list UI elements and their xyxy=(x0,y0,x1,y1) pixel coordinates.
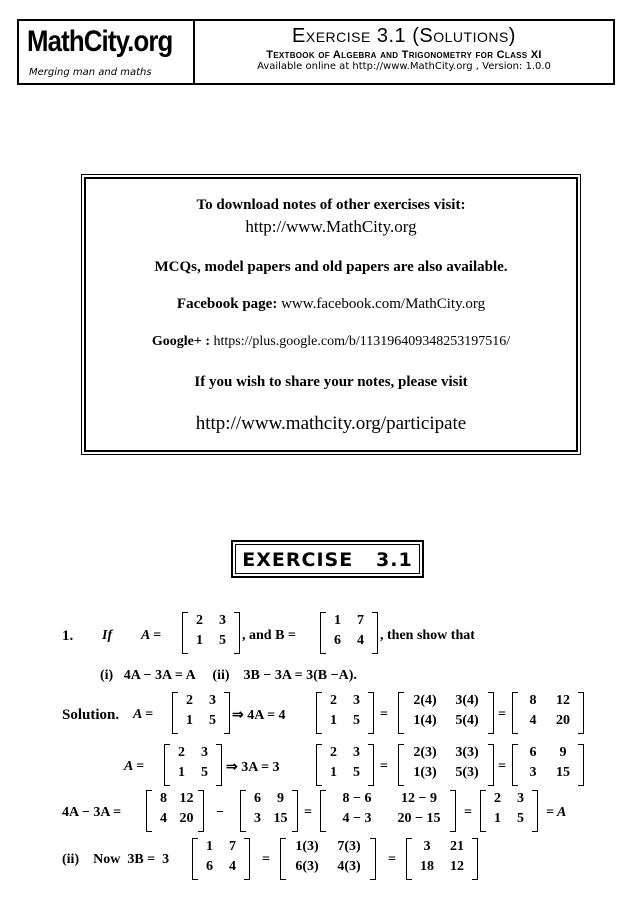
row1-matrix-c xyxy=(398,692,494,734)
matrix-cell: 1 xyxy=(334,613,341,628)
tagline: Merging man and maths xyxy=(29,67,152,78)
question-number: 1. xyxy=(62,628,74,644)
matrix-cell: 5(3) xyxy=(455,765,479,780)
matrix-cell: 12 − 9 xyxy=(401,791,437,806)
page-title: Exercise 3.1 (Solutions) xyxy=(292,25,516,47)
matrix-cell: 6(3) xyxy=(295,859,319,874)
row4-matrix-b xyxy=(280,838,376,880)
row2-eq1: = xyxy=(380,759,388,774)
row1-lhs: A = xyxy=(133,707,154,722)
matrix-right-bracket xyxy=(368,692,374,734)
matrix-cell: 7 xyxy=(357,613,364,628)
matrix-cell: 12 xyxy=(179,791,194,806)
logo-block xyxy=(19,21,195,83)
row2-matrix-a xyxy=(164,744,222,786)
facebook-link[interactable]: www.facebook.com/MathCity.org xyxy=(277,296,486,312)
exercise-heading: EXERCISE 3.1 xyxy=(235,544,420,574)
row4-matrix-c xyxy=(406,838,478,880)
matrix-right-bracket xyxy=(216,744,222,786)
matrix-cell: 3 xyxy=(254,811,261,826)
matrix-cell: 4 − 3 xyxy=(342,811,372,826)
google-label: Google+ : xyxy=(151,334,211,349)
row2-implies: ⇒ 3A = 3 xyxy=(226,760,280,775)
info-box-inner xyxy=(84,177,578,452)
row3-matrix-b xyxy=(240,790,298,832)
matrix-cell: 3 xyxy=(219,613,226,628)
matrix-cell: 5 xyxy=(353,713,360,728)
matrix-cell: 1 xyxy=(196,633,203,648)
matrix-cell: 2 xyxy=(494,791,501,806)
matrix-right-bracket xyxy=(578,692,584,734)
matrix-b xyxy=(320,612,378,654)
row2-lhs: A = xyxy=(124,759,145,774)
matrix-cell: 1 xyxy=(178,765,185,780)
matrix-cell: 9 xyxy=(277,791,284,806)
matrix-a xyxy=(182,612,240,654)
matrix-right-bracket xyxy=(372,612,378,654)
question-and-b: , and B = xyxy=(242,628,296,643)
matrix-cell: 5 xyxy=(517,811,524,826)
row1-eq1: = xyxy=(380,707,388,722)
matrix-cell: 1 xyxy=(330,765,337,780)
matrix-cell: 2 xyxy=(178,745,185,760)
matrix-right-bracket xyxy=(532,790,538,832)
matrix-right-bracket xyxy=(368,744,374,786)
matrix-right-bracket xyxy=(244,838,250,880)
matrix-cell: 5 xyxy=(209,713,216,728)
site-logo[interactable]: MathCity.org xyxy=(27,25,173,58)
matrix-cell: 3 xyxy=(423,839,431,854)
matrix-cell: 8 xyxy=(160,791,167,806)
matrix-cell: 3 xyxy=(353,745,360,760)
matrix-cell: 18 xyxy=(420,859,434,874)
matrix-cell: 7 xyxy=(229,839,236,854)
matrix-cell: 5 xyxy=(353,765,360,780)
page-header xyxy=(17,19,615,85)
matrix-cell: 2(3) xyxy=(413,745,437,760)
matrix-cell: 2(4) xyxy=(413,693,437,708)
matrix-cell: 20 − 15 xyxy=(397,811,441,826)
question-then: , then show that xyxy=(380,628,475,643)
row1-implies: ⇒ 4A = 4 xyxy=(232,708,286,723)
google-line xyxy=(86,334,576,350)
matrix-cell: 1(3) xyxy=(295,839,319,854)
matrix-cell: 1 xyxy=(330,713,337,728)
question-if: If xyxy=(102,628,113,643)
matrix-cell: 2 xyxy=(186,693,193,708)
matrix-cell: 20 xyxy=(556,713,570,728)
participate-link[interactable]: http://www.mathcity.org/participate xyxy=(195,413,467,434)
matrix-right-bracket xyxy=(292,790,298,832)
title-block xyxy=(195,21,613,83)
matrix-right-bracket xyxy=(198,790,204,832)
matrix-cell: 15 xyxy=(273,811,288,826)
matrix-right-bracket xyxy=(488,692,494,734)
matrix-cell: 6 xyxy=(529,745,537,760)
matrix-cell: 21 xyxy=(450,839,464,854)
matrix-cell: 8 xyxy=(529,693,537,708)
row3-matrix-d xyxy=(480,790,538,832)
matrix-cell: 4 xyxy=(160,811,167,826)
question-parts: (i) 4A − 3A = A (ii) 3B − 3A = 3(B −A). xyxy=(100,668,357,683)
matrix-cell: 8 − 6 xyxy=(342,791,372,806)
question-a-eq: A = xyxy=(141,628,162,643)
mcq-notice: MCQs, model papers and old papers are also available. xyxy=(154,259,508,275)
matrix-cell: 4 xyxy=(529,713,537,728)
mathcity-link[interactable]: http://www.MathCity.org xyxy=(245,217,417,236)
info-box xyxy=(81,174,581,455)
matrix-cell: 3 xyxy=(529,765,537,780)
matrix-cell: 4 xyxy=(229,859,236,874)
row2-eq2: = xyxy=(498,759,506,774)
matrix-cell: 3 xyxy=(209,693,216,708)
matrix-right-bracket xyxy=(488,744,494,786)
row2-matrix-c xyxy=(398,744,494,786)
row3-matrix-a xyxy=(146,790,204,832)
matrix-cell: 4 xyxy=(357,633,364,648)
download-notice: To download notes of other exercises visit: xyxy=(196,197,466,213)
matrix-cell: 12 xyxy=(450,859,464,874)
matrix-cell: 2 xyxy=(196,613,203,628)
row2-matrix-b xyxy=(316,744,374,786)
matrix-cell: 3(3) xyxy=(455,745,479,760)
matrix-cell: 1(4) xyxy=(413,713,437,728)
row4-eq1: = xyxy=(262,852,270,867)
facebook-label: Facebook page: xyxy=(176,296,278,312)
matrix-cell: 2 xyxy=(330,745,337,760)
matrix-cell: 1 xyxy=(186,713,193,728)
matrix-cell: 6 xyxy=(206,859,213,874)
share-notice: If you wish to share your notes, please visit xyxy=(194,374,468,390)
row1-matrix-d xyxy=(512,692,584,734)
facebook-line xyxy=(86,296,576,313)
google-link[interactable]: https://plus.google.com/b/113196409348253197516/ xyxy=(210,334,511,349)
row4-matrix-a xyxy=(192,838,250,880)
matrix-cell: 6 xyxy=(334,633,341,648)
row1-eq2: = xyxy=(498,707,506,722)
matrix-cell: 12 xyxy=(556,693,570,708)
row3-end: = A xyxy=(546,805,567,820)
matrix-right-bracket xyxy=(450,790,456,832)
solution-label: Solution. xyxy=(62,707,120,723)
matrix-cell: 3(4) xyxy=(455,693,479,708)
matrix-cell: 20 xyxy=(179,811,194,826)
row3-lhs: 4A − 3A = xyxy=(62,805,122,820)
availability-note: Available online at http://www.MathCity.org , Version: 1.0.0 xyxy=(257,61,551,72)
matrix-cell: 15 xyxy=(556,765,570,780)
matrix-cell: 1 xyxy=(206,839,213,854)
row4-eq2: = xyxy=(388,852,396,867)
matrix-cell: 1 xyxy=(494,811,501,826)
row1-matrix-a xyxy=(172,692,230,734)
row3-minus: − xyxy=(216,805,224,820)
matrix-cell: 5(4) xyxy=(455,713,479,728)
matrix-right-bracket xyxy=(472,838,478,880)
matrix-right-bracket xyxy=(224,692,230,734)
matrix-cell: 5 xyxy=(219,633,226,648)
matrix-cell: 1(3) xyxy=(413,765,437,780)
row1-matrix-b xyxy=(316,692,374,734)
matrix-cell: 3 xyxy=(353,693,360,708)
book-title: Textbook of Algebra and Trigonometry for Class XI xyxy=(266,49,542,61)
row4-lhs: (ii) Now 3B = 3 xyxy=(62,852,170,867)
row3-eq2: = xyxy=(464,805,472,820)
matrix-cell: 6 xyxy=(254,791,261,806)
matrix-cell: 3 xyxy=(201,745,208,760)
matrix-right-bracket xyxy=(578,744,584,786)
matrix-cell: 3 xyxy=(517,791,524,806)
matrix-cell: 2 xyxy=(330,693,337,708)
exercise-heading-box xyxy=(231,540,424,578)
matrix-cell: 4(3) xyxy=(337,859,361,874)
row2-matrix-d xyxy=(512,744,584,786)
row3-eq1: = xyxy=(304,805,312,820)
matrix-cell: 7(3) xyxy=(337,839,361,854)
matrix-cell: 9 xyxy=(559,745,567,760)
matrix-right-bracket xyxy=(234,612,240,654)
matrix-right-bracket xyxy=(370,838,376,880)
matrix-cell: 5 xyxy=(201,765,208,780)
row3-matrix-c xyxy=(320,790,456,832)
